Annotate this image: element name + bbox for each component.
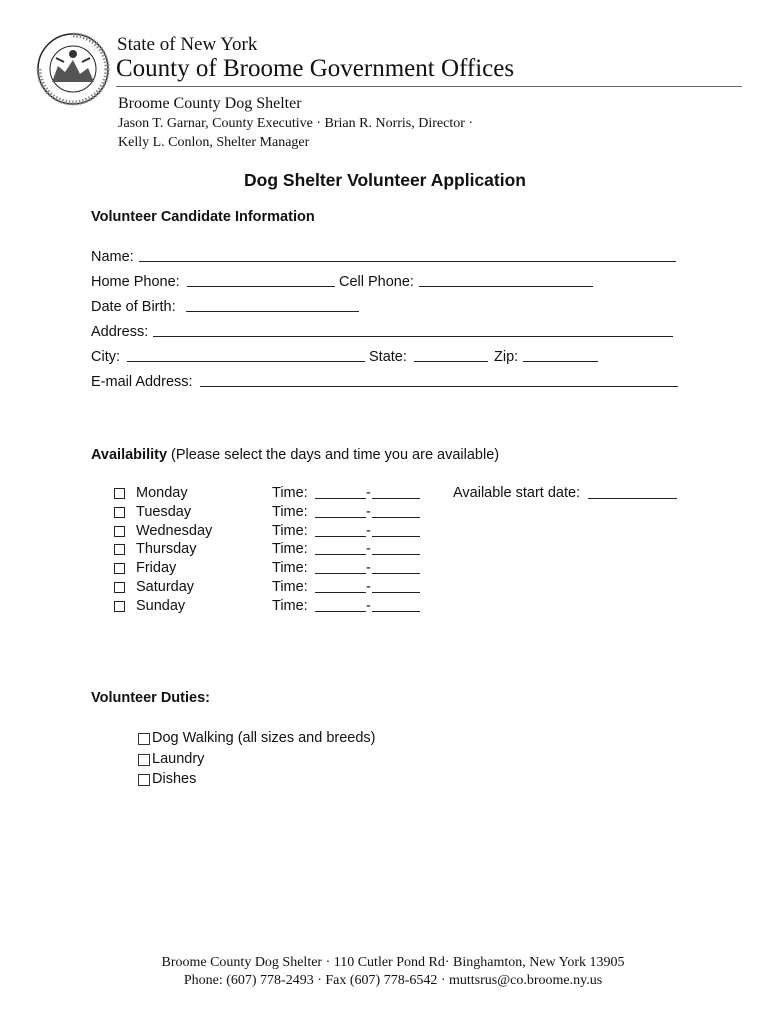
home-phone-label: Home Phone: [91,274,180,290]
time-start-field[interactable] [315,522,366,537]
time-end-field[interactable] [372,559,420,574]
availability-title: Availability [91,447,168,463]
day-label: Tuesday [136,503,192,520]
time-end-field[interactable] [372,503,420,518]
city-row [91,347,606,367]
duty-item [138,769,398,789]
availability-note: (Please select the days and time you are available) [167,447,500,463]
start-date-field[interactable] [588,484,677,499]
email-label: E-mail Address: [91,374,193,390]
duty-label: Dog Walking (all sizes and breeds) [152,730,376,746]
time-end-field[interactable] [372,597,420,612]
day-checkbox[interactable] [114,507,125,518]
county-seal-logo [36,32,110,106]
time-separator: - [366,560,371,577]
email-row [91,372,683,392]
day-label: Wednesday [136,522,213,539]
name-row [91,247,681,267]
zip-label: Zip: [494,349,519,365]
name-field[interactable] [139,247,676,262]
county-offices-title: County of Broome Government Offices [116,55,515,82]
cell-phone-field[interactable] [419,272,593,287]
time-start-field[interactable] [315,484,366,499]
time-separator: - [366,597,371,614]
duty-label: Dishes [152,771,197,787]
day-checkbox[interactable] [114,544,125,555]
dob-field[interactable] [186,297,359,312]
availability-heading [91,447,499,463]
duty-label: Laundry [152,750,205,767]
day-checkbox[interactable] [114,582,125,593]
city-label: City: [91,349,120,365]
time-separator: - [366,503,371,520]
time-label: Time: [272,522,308,539]
dob-label: Date of Birth: [91,299,176,315]
availability-row [114,597,424,616]
time-separator: - [366,485,371,501]
time-end-field[interactable] [372,484,420,499]
section-candidate-info-heading: Volunteer Candidate Information [91,209,315,225]
availability-row [114,559,424,578]
time-label: Time: [272,485,308,501]
time-start-field[interactable] [315,559,366,574]
header-divider [116,86,742,87]
address-label: Address: [91,324,149,340]
time-label: Time: [272,560,308,577]
time-label: Time: [272,541,308,558]
home-phone-field[interactable] [187,272,335,287]
time-separator: - [366,541,371,558]
cell-phone-label: Cell Phone: [339,274,414,290]
address-row [91,322,681,342]
time-start-field[interactable] [315,540,366,555]
department-name: Broome County Dog Shelter [118,95,302,112]
city-field[interactable] [127,347,365,362]
time-end-field[interactable] [372,540,420,555]
duty-checkbox[interactable] [138,733,150,745]
day-label: Thursday [136,541,197,558]
time-end-field[interactable] [372,522,420,537]
state-field[interactable] [414,347,488,362]
form-title: Dog Shelter Volunteer Application [244,170,526,190]
day-label: Sunday [136,597,186,614]
state-label: State: [369,349,407,365]
staff-line-2: Kelly L. Conlon, Shelter Manager [118,135,310,150]
staff-line-1: Jason T. Garnar, County Executive · Brian R. Norris, Director · [118,116,474,131]
time-separator: - [366,522,371,539]
time-start-field[interactable] [315,503,366,518]
time-end-field[interactable] [372,578,420,593]
availability-row [114,522,424,541]
duty-checkbox[interactable] [138,774,150,786]
day-checkbox[interactable] [114,563,125,574]
state-name: State of New York [117,34,258,55]
volunteer-duties-heading: Volunteer Duties: [91,690,210,706]
availability-row [114,540,424,559]
footer-address: Broome County Dog Shelter · 110 Cutler Pond Rd· Binghamton, New York 13905 [161,955,625,970]
address-field[interactable] [153,322,673,337]
duty-checkbox[interactable] [138,754,150,766]
zip-field[interactable] [523,347,598,362]
footer-contact: Phone: (607) 778-2493 · Fax (607) 778-6542 · muttsrus@co.broome.ny.us [183,973,603,988]
time-label: Time: [272,579,308,595]
day-checkbox[interactable] [114,526,125,537]
availability-row [114,578,424,597]
day-label: Saturday [136,579,195,595]
time-start-field[interactable] [315,578,366,593]
duty-item [138,728,398,748]
dob-row [91,297,366,317]
time-separator: - [366,579,371,595]
time-label: Time: [272,503,308,520]
day-label: Friday [136,560,177,577]
time-label: Time: [272,597,308,614]
name-label: Name: [91,249,134,265]
day-checkbox[interactable] [114,601,125,612]
availability-row [114,503,424,522]
email-field[interactable] [200,372,678,387]
time-start-field[interactable] [315,597,366,612]
phone-row [91,272,596,292]
availability-row [114,484,424,503]
day-label: Monday [136,485,188,501]
start-date-label: Available start date: [453,485,581,501]
day-checkbox[interactable] [114,488,125,499]
duty-item [138,749,398,769]
